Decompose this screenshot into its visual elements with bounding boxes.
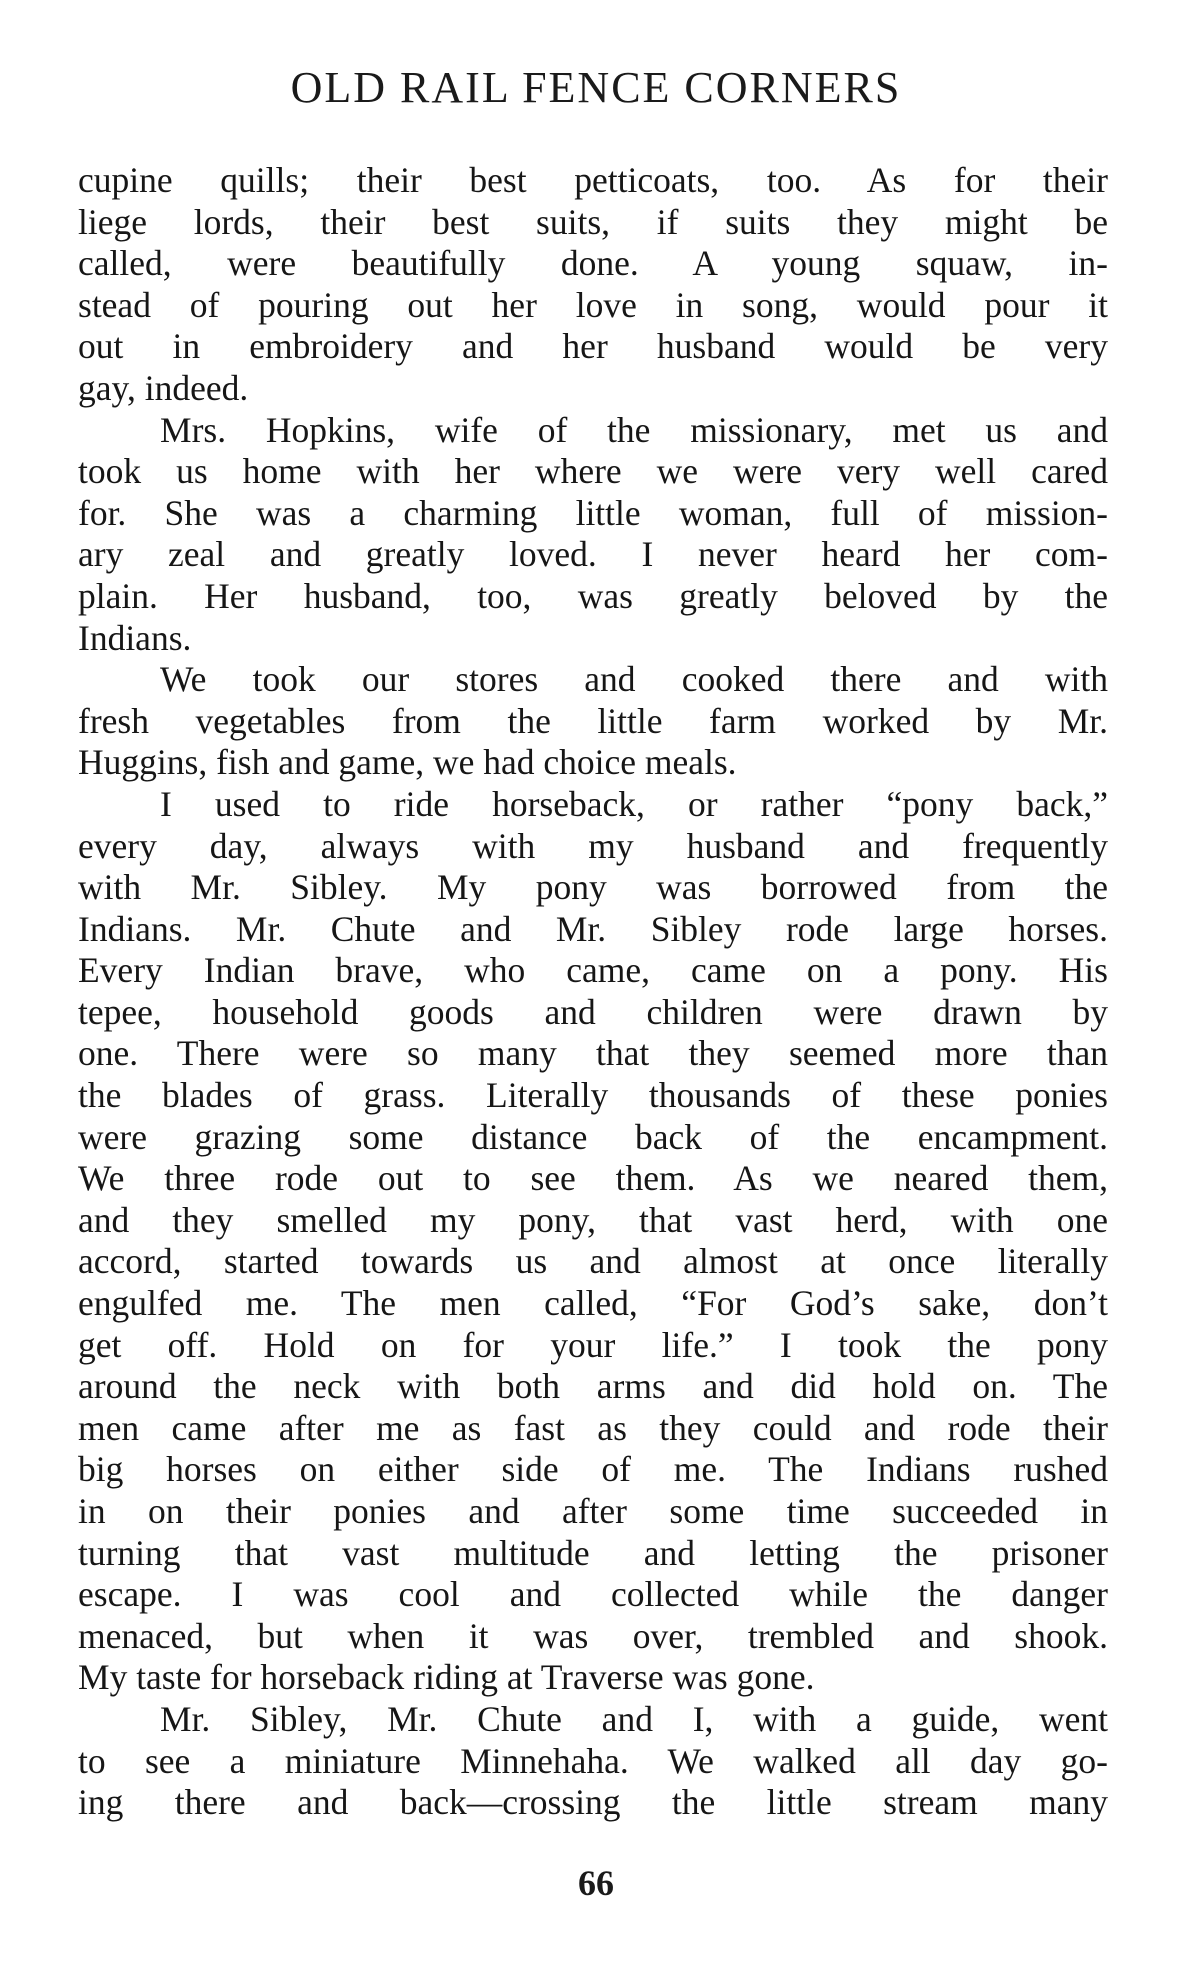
- text-line: one. There were so many that they seemed more than: [78, 1033, 1108, 1074]
- text-line: Mrs. Hopkins, wife of the missionary, met us and: [160, 409, 1108, 450]
- text-line: menaced, but when it was over, trembled and shook.: [78, 1615, 1108, 1656]
- text-line: accord, started towards us and almost at once literally: [78, 1241, 1108, 1282]
- text-line: called, were beautifully done. A young squaw, in-: [78, 243, 1108, 284]
- text-line: ing there and back—crossing the little stream many: [78, 1782, 1108, 1823]
- text-line: ary zeal and greatly loved. I never heard her com-: [78, 534, 1108, 575]
- text-line: cupine quills; their best petticoats, too. As for their: [78, 160, 1108, 200]
- paragraph: [78, 410, 1108, 660]
- text-line: We three rode out to see them. As we neared them,: [78, 1158, 1108, 1199]
- running-head: OLD RAIL FENCE CORNERS: [290, 63, 902, 112]
- text-line: We took our stores and cooked there and with: [160, 659, 1108, 700]
- text-line: Indians. Mr. Chute and Mr. Sibley rode large horses.: [78, 908, 1108, 949]
- text-line: for. She was a charming little woman, full of mission-: [78, 492, 1108, 533]
- text-line: tepee, household goods and children were drawn by: [78, 991, 1108, 1032]
- text-line: to see a miniature Minnehaha. We walked all day go-: [78, 1740, 1108, 1781]
- text-line: the blades of grass. Literally thousands of these ponies: [78, 1075, 1108, 1116]
- text-line: turning that vast multitude and letting the prisoner: [78, 1532, 1108, 1573]
- paragraph: [78, 160, 1108, 410]
- text-line: out in embroidery and her husband would be very: [78, 326, 1108, 367]
- text-line: big horses on either side of me. The Indians rushed: [78, 1449, 1108, 1490]
- text-line: with Mr. Sibley. My pony was borrowed from the: [78, 867, 1108, 908]
- paragraph: [78, 784, 1108, 1699]
- text-line: liege lords, their best suits, if suits they might be: [78, 201, 1108, 242]
- text-line: Indians.: [78, 617, 192, 658]
- text-line: gay, indeed.: [78, 367, 249, 408]
- text-line: plain. Her husband, too, was greatly beloved by the: [78, 575, 1108, 616]
- text-line: My taste for horseback riding at Traverse was gone.: [78, 1657, 815, 1698]
- text-line: Huggins, fish and game, we had choice meals.: [78, 742, 737, 783]
- text-line: stead of pouring out her love in song, would pour it: [78, 284, 1108, 325]
- text-line: men came after me as fast as they could and rode their: [78, 1407, 1108, 1448]
- text-line: Mr. Sibley, Mr. Chute and I, with a guide, went: [160, 1698, 1108, 1739]
- text-line: around the neck with both arms and did hold on. The: [78, 1366, 1108, 1407]
- body-text: [78, 160, 1108, 1824]
- text-line: Every Indian brave, who came, came on a pony. His: [78, 950, 1108, 991]
- text-line: and they smelled my pony, that vast herd, with one: [78, 1199, 1108, 1240]
- text-line: engulfed me. The men called, “For God’s sake, don’t: [78, 1283, 1108, 1324]
- text-line: get off. Hold on for your life.” I took the pony: [78, 1324, 1108, 1365]
- text-line: escape. I was cool and collected while the danger: [78, 1574, 1108, 1615]
- paragraph: [78, 1699, 1108, 1824]
- text-line: in on their ponies and after some time succeeded in: [78, 1491, 1108, 1531]
- text-line: took us home with her where we were very well cared: [78, 451, 1108, 492]
- text-line: fresh vegetables from the little farm worked by Mr.: [78, 700, 1108, 741]
- text-line: were grazing some distance back of the encampment.: [78, 1116, 1108, 1157]
- text-line: every day, always with my husband and frequently: [78, 825, 1108, 866]
- page-number: 66: [578, 1863, 614, 1903]
- text-line: I used to ride horseback, or rather “pony back,”: [160, 783, 1108, 824]
- paragraph: [78, 659, 1108, 784]
